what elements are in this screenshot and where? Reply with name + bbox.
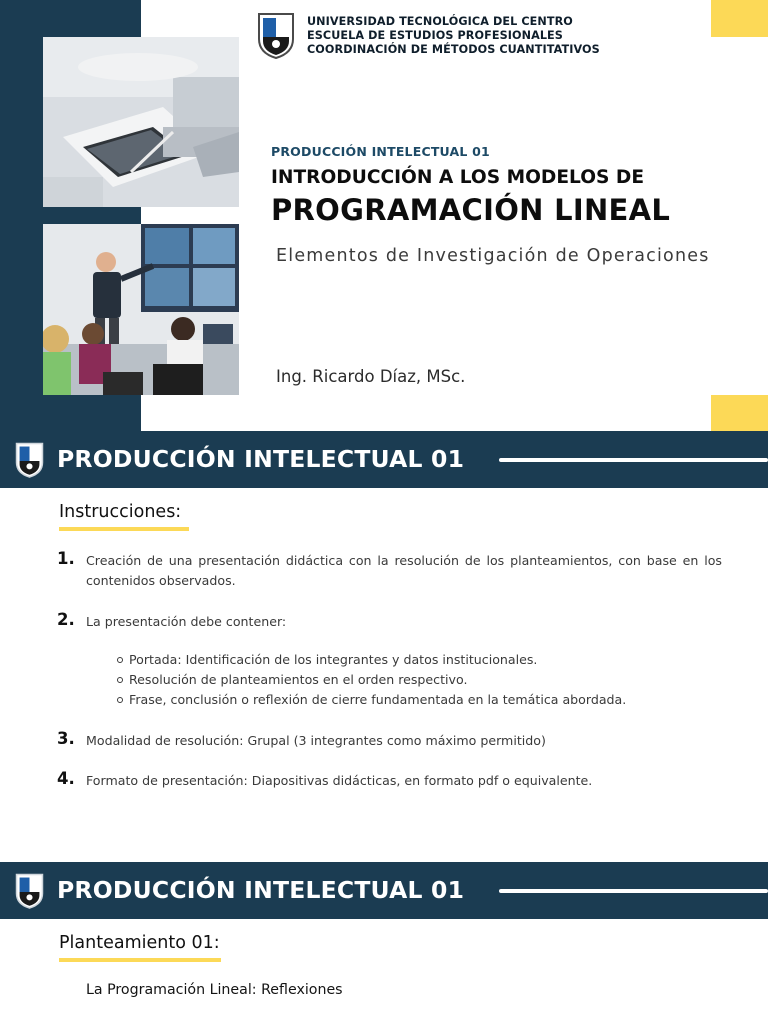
bullet-text: Resolución de planteamientos en el orden respectivo. [129, 672, 468, 687]
content-bullet-list [117, 650, 626, 710]
section-header-planteamiento [0, 862, 768, 919]
instructions-heading [59, 502, 181, 522]
list-item [117, 650, 626, 670]
instruction-item [57, 729, 722, 753]
bullet-text: Portada: Identificación de los integrantes y datos institucionales. [129, 652, 538, 667]
section-header-instructions [0, 431, 768, 488]
item-text: Modalidad de resolución: Grupal (3 integrantes como máximo permitido) [86, 733, 546, 748]
classroom-lecture-photo [43, 224, 239, 395]
bullet-text: Frase, conclusión o reflexión de cierre fundamentada en la temática abordada. [129, 692, 627, 707]
circle-bullet-icon [117, 657, 123, 663]
crest-icon [15, 441, 44, 478]
institution-name: UNIVERSIDAD TECNOLÓGICA DEL CENTRO [307, 15, 573, 28]
list-item [117, 690, 626, 710]
circle-bullet-icon [117, 697, 123, 703]
header-divider-line [499, 458, 768, 462]
item-text: Formato de presentación: Diapositivas didácticas, en formato pdf o equivalente. [86, 773, 593, 788]
heading-underline [59, 958, 221, 962]
section-title: PRODUCCIÓN INTELECTUAL 01 [57, 876, 465, 904]
circle-bullet-icon [117, 677, 123, 683]
planteamiento-body: La Programación Lineal: Reflexiones [86, 982, 343, 998]
section-title: PRODUCCIÓN INTELECTUAL 01 [57, 445, 465, 473]
accent-block-top [711, 0, 768, 37]
item-number: 2. [57, 610, 75, 629]
cover-page [0, 0, 768, 432]
instruction-item [57, 769, 722, 793]
cover-kicker: PRODUCCIÓN INTELECTUAL 01 [271, 144, 490, 159]
cover-author: Ing. Ricardo Díaz, MSc. [276, 367, 466, 386]
item-text: La presentación debe contener: [86, 614, 287, 629]
business-meeting-photo [43, 37, 239, 207]
planteamiento-heading [59, 933, 220, 953]
instructions-heading-text: Instrucciones: [59, 502, 182, 522]
instruction-item [57, 549, 722, 593]
accent-block-bottom [711, 395, 768, 432]
list-item [117, 670, 626, 690]
school-name: ESCUELA DE ESTUDIOS PROFESIONALES [307, 29, 563, 42]
university-crest-logo [257, 11, 295, 59]
cover-title-line-1: INTRODUCCIÓN A LOS MODELOS DE [271, 167, 645, 188]
item-number: 4. [57, 769, 75, 788]
coordination-name: COORDINACIÓN DE MÉTODOS CUANTITATIVOS [307, 43, 600, 56]
institution-lines [307, 15, 600, 57]
crest-icon [15, 872, 44, 909]
item-text: Creación de una presentación didáctica con la resolución de los planteamientos, con base en los contenidos observados. [86, 553, 722, 588]
heading-underline [59, 527, 189, 531]
item-number: 3. [57, 729, 75, 748]
header-divider-line [499, 889, 768, 893]
cover-subtitle: Elementos de Investigación de Operaciones [276, 246, 710, 266]
item-number: 1. [57, 549, 75, 568]
planteamiento-heading-text: Planteamiento 01: [59, 933, 220, 953]
cover-title-line-2: PROGRAMACIÓN LINEAL [271, 193, 671, 227]
instruction-item [57, 610, 722, 634]
